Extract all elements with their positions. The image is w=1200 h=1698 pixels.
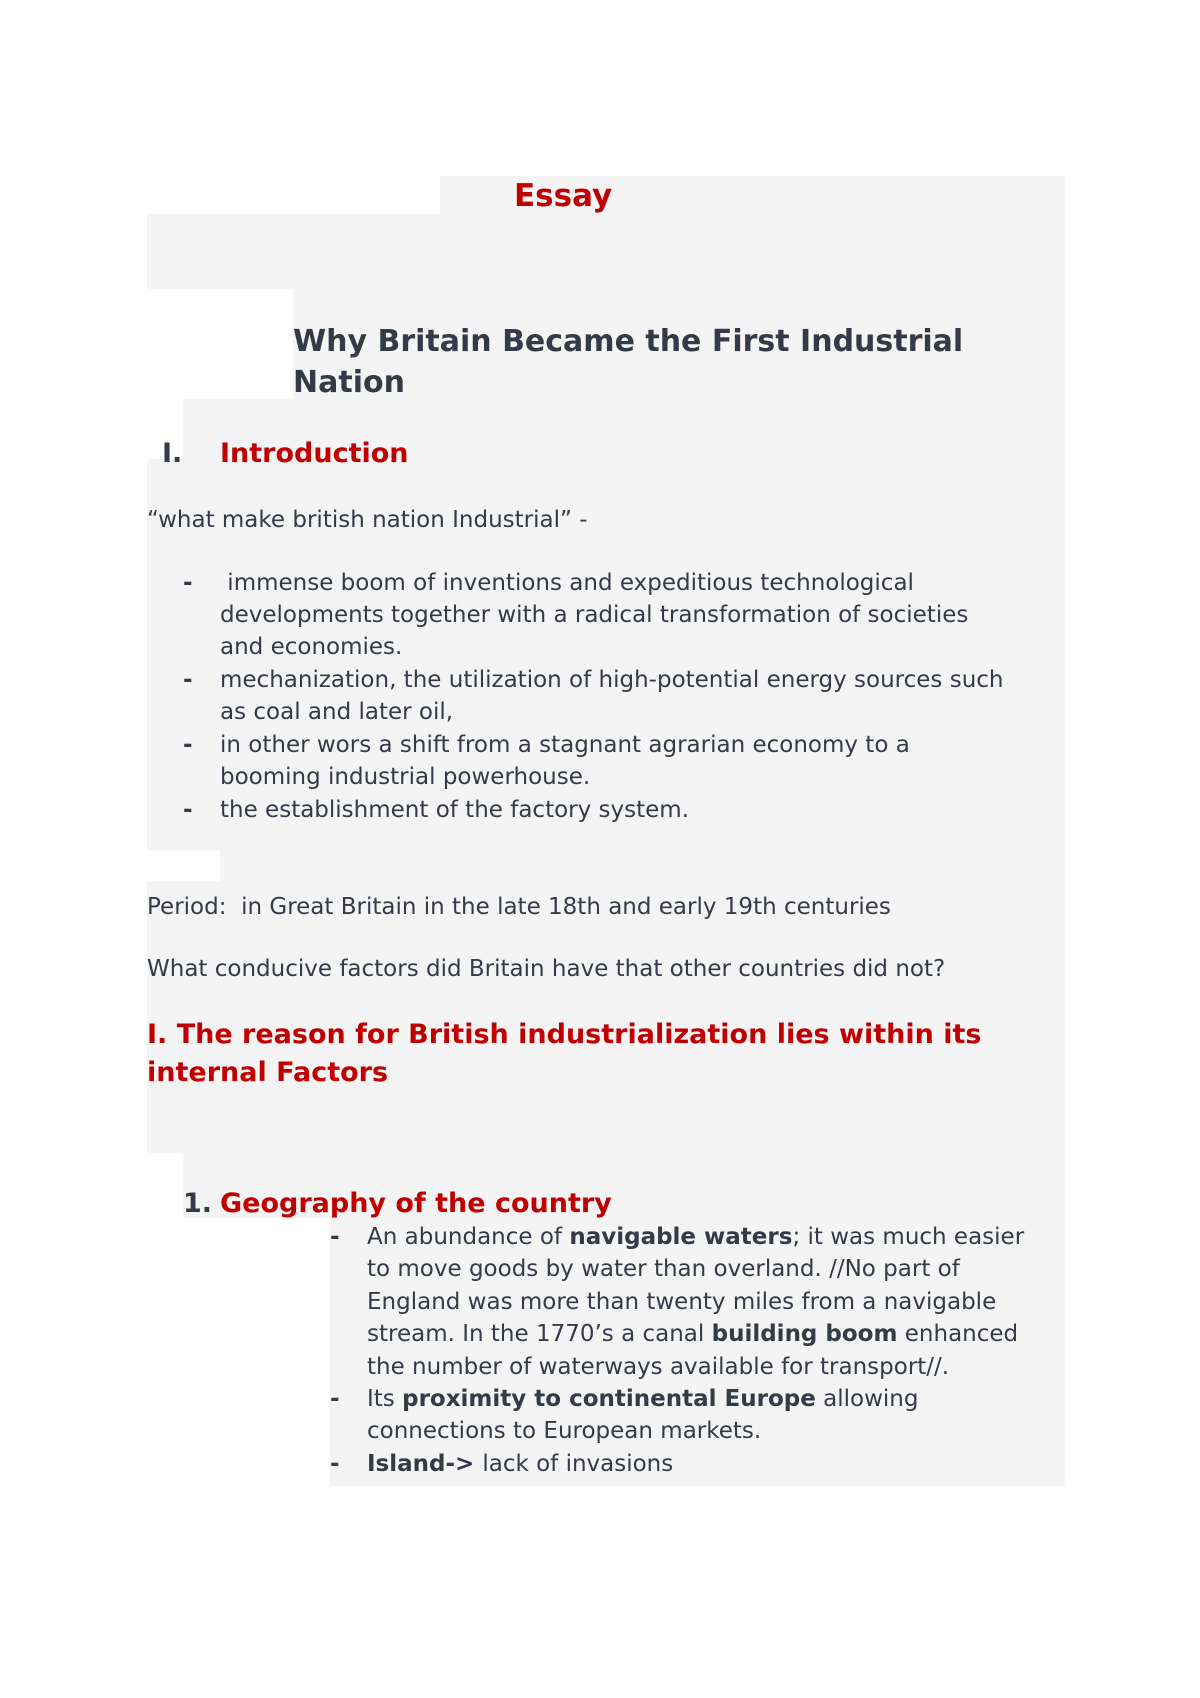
- section-heading-line-1: I. The reason for British industrialization lies within its: [147, 1019, 982, 1050]
- page-title-line-1: Why Britain Became the First Industrial: [293, 324, 964, 359]
- geo-text: lack of invasions: [482, 1451, 674, 1477]
- bullet-dash: -: [330, 1224, 340, 1250]
- geo-emphasis: navigable waters: [569, 1224, 793, 1250]
- intro-bullet-3-line-1: in other wors a shift from a stagnant agrarian economy to a: [220, 732, 910, 758]
- shade-block: [220, 851, 1065, 881]
- geo-bullet-1-line-2: to move goods by water than overland. //No part of: [367, 1256, 960, 1282]
- intro-question: “what make british nation Industrial” -: [147, 507, 588, 533]
- geo-text: allowing: [815, 1386, 919, 1412]
- bullet-dash: -: [183, 732, 193, 758]
- geo-text: ; it was much easier: [792, 1224, 1025, 1250]
- intro-bullet-2-line-2: as coal and later oil,: [220, 699, 454, 725]
- bullet-dash: -: [330, 1386, 340, 1412]
- geo-emphasis: building boom: [711, 1321, 898, 1347]
- period-text: Period: in Great Britain in the late 18th and early 19th centuries: [147, 894, 891, 920]
- bullet-dash: -: [330, 1451, 340, 1477]
- intro-numeral: I.: [162, 438, 183, 469]
- intro-bullet-1-line-3: and economies.: [220, 634, 403, 660]
- bullet-dash: -: [183, 667, 193, 693]
- intro-bullet-3-line-2: booming industrial powerhouse.: [220, 764, 591, 790]
- geo-bullet-2-line-2: connections to European markets.: [367, 1418, 762, 1444]
- essay-label: Essay: [514, 178, 613, 214]
- geo-text: stream. In the 1770’s a canal: [367, 1321, 712, 1347]
- geo-emphasis: Island->: [367, 1451, 483, 1477]
- intro-bullet-1-line-2: developments together with a radical transformation of societies: [220, 602, 969, 628]
- bullet-dash: -: [183, 570, 193, 596]
- geo-text: Its: [367, 1386, 403, 1412]
- section-heading-line-2: internal Factors: [147, 1057, 389, 1088]
- geo-text: An abundance of: [367, 1224, 570, 1250]
- intro-bullet-1-line-1: immense boom of inventions and expeditious technological: [220, 570, 914, 596]
- intro-bullet-4-line-1: the establishment of the factory system.: [220, 797, 690, 823]
- page-title-line-2: Nation: [293, 365, 405, 400]
- geo-bullet-1-line-4: [367, 1318, 1018, 1350]
- subsection-number: 1.: [183, 1188, 213, 1219]
- intro-heading: Introduction: [220, 438, 409, 469]
- shade-block: [147, 214, 1065, 289]
- subsection-heading: Geography of the country: [220, 1188, 612, 1219]
- geo-bullet-1-line-5: the number of waterways available for transport//.: [367, 1354, 950, 1380]
- geo-bullet-2-line-1: [367, 1383, 918, 1415]
- geo-text: enhanced: [897, 1321, 1019, 1347]
- intro-bullet-2-line-1: mechanization, the utilization of high-potential energy sources such: [220, 667, 1004, 693]
- bullet-dash: -: [183, 797, 193, 823]
- geo-bullet-3-line-1: [367, 1448, 673, 1480]
- geo-bullet-1-line-3: England was more than twenty miles from a navigable: [367, 1289, 997, 1315]
- geo-bullet-1-line-1: [367, 1221, 1024, 1253]
- factors-question: What conducive factors did Britain have that other countries did not?: [147, 956, 946, 982]
- geo-emphasis: proximity to continental Europe: [402, 1386, 816, 1412]
